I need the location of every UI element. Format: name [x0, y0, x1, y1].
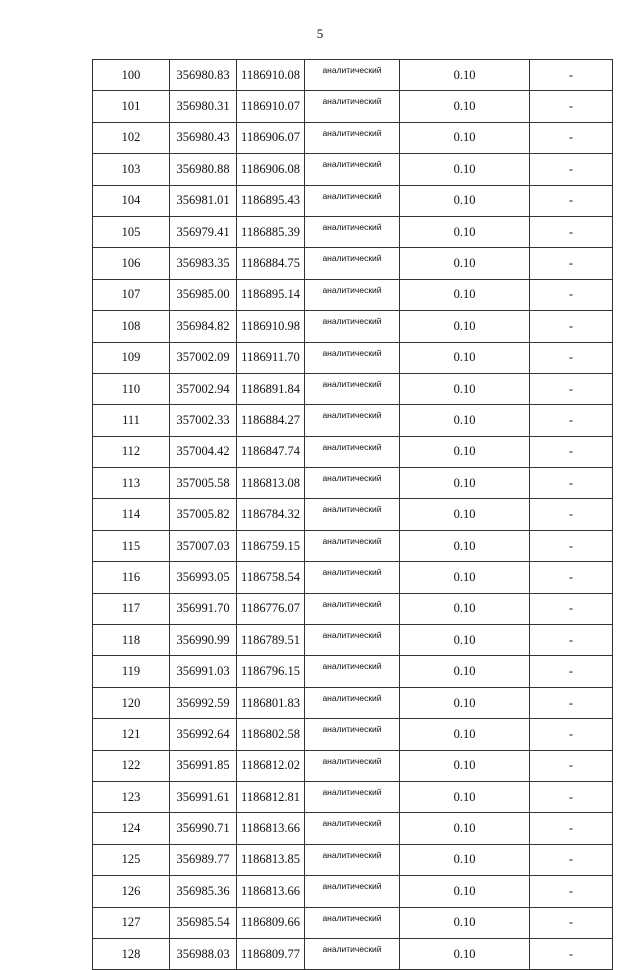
x-coordinate-cell: 356980.31 [170, 91, 237, 122]
x-coordinate-cell: 356985.00 [170, 279, 237, 310]
method-cell: аналитический [305, 499, 400, 530]
table-row [93, 154, 613, 185]
description-cell: - [530, 185, 613, 216]
description-cell: - [530, 154, 613, 185]
accuracy-cell: 0.10 [400, 373, 530, 404]
point-number-cell: 117 [93, 593, 170, 624]
method-cell: аналитический [305, 216, 400, 247]
x-coordinate-cell: 356991.03 [170, 656, 237, 687]
method-cell: аналитический [305, 122, 400, 153]
y-coordinate-cell: 1186906.08 [237, 154, 305, 185]
accuracy-cell: 0.10 [400, 279, 530, 310]
y-coordinate-cell: 1186789.51 [237, 625, 305, 656]
table-row [93, 279, 613, 310]
method-cell: аналитический [305, 593, 400, 624]
y-coordinate-cell: 1186784.32 [237, 499, 305, 530]
accuracy-cell: 0.10 [400, 122, 530, 153]
table-row [93, 750, 613, 781]
table-row [93, 436, 613, 467]
table-row [93, 844, 613, 875]
accuracy-cell: 0.10 [400, 311, 530, 342]
description-cell: - [530, 311, 613, 342]
method-cell: аналитический [305, 562, 400, 593]
table-row [93, 593, 613, 624]
y-coordinate-cell: 1186758.54 [237, 562, 305, 593]
point-number-cell: 127 [93, 907, 170, 938]
y-coordinate-cell: 1186813.85 [237, 844, 305, 875]
page-number: 5 [316, 26, 324, 41]
point-number-cell: 119 [93, 656, 170, 687]
y-coordinate-cell: 1186911.70 [237, 342, 305, 373]
table-row [93, 562, 613, 593]
y-coordinate-cell: 1186812.81 [237, 781, 305, 812]
method-cell: аналитический [305, 279, 400, 310]
x-coordinate-cell: 356980.43 [170, 122, 237, 153]
method-cell: аналитический [305, 719, 400, 750]
coordinates-table-body [93, 60, 613, 970]
table-row [93, 625, 613, 656]
accuracy-cell: 0.10 [400, 562, 530, 593]
accuracy-cell: 0.10 [400, 342, 530, 373]
method-cell: аналитический [305, 311, 400, 342]
point-number-cell: 104 [93, 185, 170, 216]
accuracy-cell: 0.10 [400, 625, 530, 656]
method-cell: аналитический [305, 91, 400, 122]
point-number-cell: 112 [93, 436, 170, 467]
accuracy-cell: 0.10 [400, 60, 530, 91]
point-number-cell: 101 [93, 91, 170, 122]
point-number-cell: 113 [93, 468, 170, 499]
accuracy-cell: 0.10 [400, 687, 530, 718]
x-coordinate-cell: 356985.36 [170, 876, 237, 907]
accuracy-cell: 0.10 [400, 499, 530, 530]
method-cell: аналитический [305, 468, 400, 499]
table-row [93, 60, 613, 91]
accuracy-cell: 0.10 [400, 876, 530, 907]
point-number-cell: 124 [93, 813, 170, 844]
table-row [93, 499, 613, 530]
y-coordinate-cell: 1186813.66 [237, 876, 305, 907]
description-cell: - [530, 91, 613, 122]
point-number-cell: 107 [93, 279, 170, 310]
x-coordinate-cell: 356991.85 [170, 750, 237, 781]
method-cell: аналитический [305, 625, 400, 656]
y-coordinate-cell: 1186885.39 [237, 216, 305, 247]
table-row [93, 719, 613, 750]
y-coordinate-cell: 1186884.75 [237, 248, 305, 279]
y-coordinate-cell: 1186812.02 [237, 750, 305, 781]
method-cell: аналитический [305, 436, 400, 467]
table-row [93, 907, 613, 938]
y-coordinate-cell: 1186802.58 [237, 719, 305, 750]
table-row [93, 248, 613, 279]
x-coordinate-cell: 357005.58 [170, 468, 237, 499]
description-cell: - [530, 750, 613, 781]
point-number-cell: 125 [93, 844, 170, 875]
description-cell: - [530, 938, 613, 969]
description-cell: - [530, 60, 613, 91]
method-cell: аналитический [305, 342, 400, 373]
x-coordinate-cell: 357002.33 [170, 405, 237, 436]
description-cell: - [530, 373, 613, 404]
accuracy-cell: 0.10 [400, 154, 530, 185]
x-coordinate-cell: 356984.82 [170, 311, 237, 342]
x-coordinate-cell: 356985.54 [170, 907, 237, 938]
description-cell: - [530, 781, 613, 812]
accuracy-cell: 0.10 [400, 719, 530, 750]
description-cell: - [530, 279, 613, 310]
point-number-cell: 122 [93, 750, 170, 781]
description-cell: - [530, 907, 613, 938]
point-number-cell: 110 [93, 373, 170, 404]
method-cell: аналитический [305, 876, 400, 907]
x-coordinate-cell: 356981.01 [170, 185, 237, 216]
description-cell: - [530, 813, 613, 844]
point-number-cell: 111 [93, 405, 170, 436]
accuracy-cell: 0.10 [400, 907, 530, 938]
x-coordinate-cell: 356992.64 [170, 719, 237, 750]
method-cell: аналитический [305, 750, 400, 781]
x-coordinate-cell: 356988.03 [170, 938, 237, 969]
accuracy-cell: 0.10 [400, 844, 530, 875]
point-number-cell: 118 [93, 625, 170, 656]
table-row [93, 813, 613, 844]
accuracy-cell: 0.10 [400, 781, 530, 812]
accuracy-cell: 0.10 [400, 216, 530, 247]
accuracy-cell: 0.10 [400, 656, 530, 687]
method-cell: аналитический [305, 373, 400, 404]
table-row [93, 656, 613, 687]
accuracy-cell: 0.10 [400, 938, 530, 969]
y-coordinate-cell: 1186910.08 [237, 60, 305, 91]
y-coordinate-cell: 1186759.15 [237, 530, 305, 561]
y-coordinate-cell: 1186796.15 [237, 656, 305, 687]
method-cell: аналитический [305, 938, 400, 969]
x-coordinate-cell: 356980.83 [170, 60, 237, 91]
point-number-cell: 108 [93, 311, 170, 342]
description-cell: - [530, 216, 613, 247]
point-number-cell: 114 [93, 499, 170, 530]
table-row [93, 876, 613, 907]
y-coordinate-cell: 1186847.74 [237, 436, 305, 467]
x-coordinate-cell: 357007.03 [170, 530, 237, 561]
description-cell: - [530, 687, 613, 718]
description-cell: - [530, 248, 613, 279]
method-cell: аналитический [305, 781, 400, 812]
accuracy-cell: 0.10 [400, 468, 530, 499]
accuracy-cell: 0.10 [400, 813, 530, 844]
method-cell: аналитический [305, 185, 400, 216]
table-row [93, 91, 613, 122]
method-cell: аналитический [305, 844, 400, 875]
accuracy-cell: 0.10 [400, 593, 530, 624]
table-row [93, 185, 613, 216]
point-number-cell: 120 [93, 687, 170, 718]
table-row [93, 405, 613, 436]
x-coordinate-cell: 356990.99 [170, 625, 237, 656]
table-row [93, 373, 613, 404]
accuracy-cell: 0.10 [400, 405, 530, 436]
description-cell: - [530, 342, 613, 373]
x-coordinate-cell: 357004.42 [170, 436, 237, 467]
coordinates-table [92, 59, 613, 970]
x-coordinate-cell: 356983.35 [170, 248, 237, 279]
method-cell: аналитический [305, 248, 400, 279]
x-coordinate-cell: 357005.82 [170, 499, 237, 530]
point-number-cell: 103 [93, 154, 170, 185]
method-cell: аналитический [305, 813, 400, 844]
y-coordinate-cell: 1186809.77 [237, 938, 305, 969]
y-coordinate-cell: 1186813.66 [237, 813, 305, 844]
point-number-cell: 102 [93, 122, 170, 153]
description-cell: - [530, 719, 613, 750]
table-row [93, 781, 613, 812]
point-number-cell: 100 [93, 60, 170, 91]
x-coordinate-cell: 356991.70 [170, 593, 237, 624]
y-coordinate-cell: 1186910.98 [237, 311, 305, 342]
method-cell: аналитический [305, 687, 400, 718]
accuracy-cell: 0.10 [400, 436, 530, 467]
y-coordinate-cell: 1186895.14 [237, 279, 305, 310]
x-coordinate-cell: 356980.88 [170, 154, 237, 185]
description-cell: - [530, 656, 613, 687]
method-cell: аналитический [305, 154, 400, 185]
table-row [93, 530, 613, 561]
method-cell: аналитический [305, 530, 400, 561]
y-coordinate-cell: 1186809.66 [237, 907, 305, 938]
point-number-cell: 105 [93, 216, 170, 247]
table-row [93, 468, 613, 499]
x-coordinate-cell: 356992.59 [170, 687, 237, 718]
accuracy-cell: 0.10 [400, 750, 530, 781]
table-row [93, 311, 613, 342]
method-cell: аналитический [305, 60, 400, 91]
y-coordinate-cell: 1186891.84 [237, 373, 305, 404]
x-coordinate-cell: 356990.71 [170, 813, 237, 844]
accuracy-cell: 0.10 [400, 248, 530, 279]
point-number-cell: 128 [93, 938, 170, 969]
y-coordinate-cell: 1186910.07 [237, 91, 305, 122]
x-coordinate-cell: 356979.41 [170, 216, 237, 247]
description-cell: - [530, 436, 613, 467]
table-row [93, 687, 613, 718]
description-cell: - [530, 468, 613, 499]
y-coordinate-cell: 1186776.07 [237, 593, 305, 624]
method-cell: аналитический [305, 405, 400, 436]
description-cell: - [530, 844, 613, 875]
description-cell: - [530, 122, 613, 153]
description-cell: - [530, 405, 613, 436]
x-coordinate-cell: 356991.61 [170, 781, 237, 812]
accuracy-cell: 0.10 [400, 185, 530, 216]
accuracy-cell: 0.10 [400, 91, 530, 122]
point-number-cell: 106 [93, 248, 170, 279]
table-row [93, 938, 613, 969]
y-coordinate-cell: 1186895.43 [237, 185, 305, 216]
point-number-cell: 116 [93, 562, 170, 593]
x-coordinate-cell: 357002.94 [170, 373, 237, 404]
description-cell: - [530, 593, 613, 624]
y-coordinate-cell: 1186801.83 [237, 687, 305, 718]
point-number-cell: 115 [93, 530, 170, 561]
method-cell: аналитический [305, 656, 400, 687]
x-coordinate-cell: 356993.05 [170, 562, 237, 593]
table-row [93, 122, 613, 153]
y-coordinate-cell: 1186813.08 [237, 468, 305, 499]
description-cell: - [530, 625, 613, 656]
y-coordinate-cell: 1186884.27 [237, 405, 305, 436]
description-cell: - [530, 499, 613, 530]
method-cell: аналитический [305, 907, 400, 938]
point-number-cell: 109 [93, 342, 170, 373]
point-number-cell: 123 [93, 781, 170, 812]
table-row [93, 216, 613, 247]
description-cell: - [530, 562, 613, 593]
y-coordinate-cell: 1186906.07 [237, 122, 305, 153]
point-number-cell: 121 [93, 719, 170, 750]
description-cell: - [530, 876, 613, 907]
point-number-cell: 126 [93, 876, 170, 907]
x-coordinate-cell: 356989.77 [170, 844, 237, 875]
description-cell: - [530, 530, 613, 561]
x-coordinate-cell: 357002.09 [170, 342, 237, 373]
table-row [93, 342, 613, 373]
accuracy-cell: 0.10 [400, 530, 530, 561]
